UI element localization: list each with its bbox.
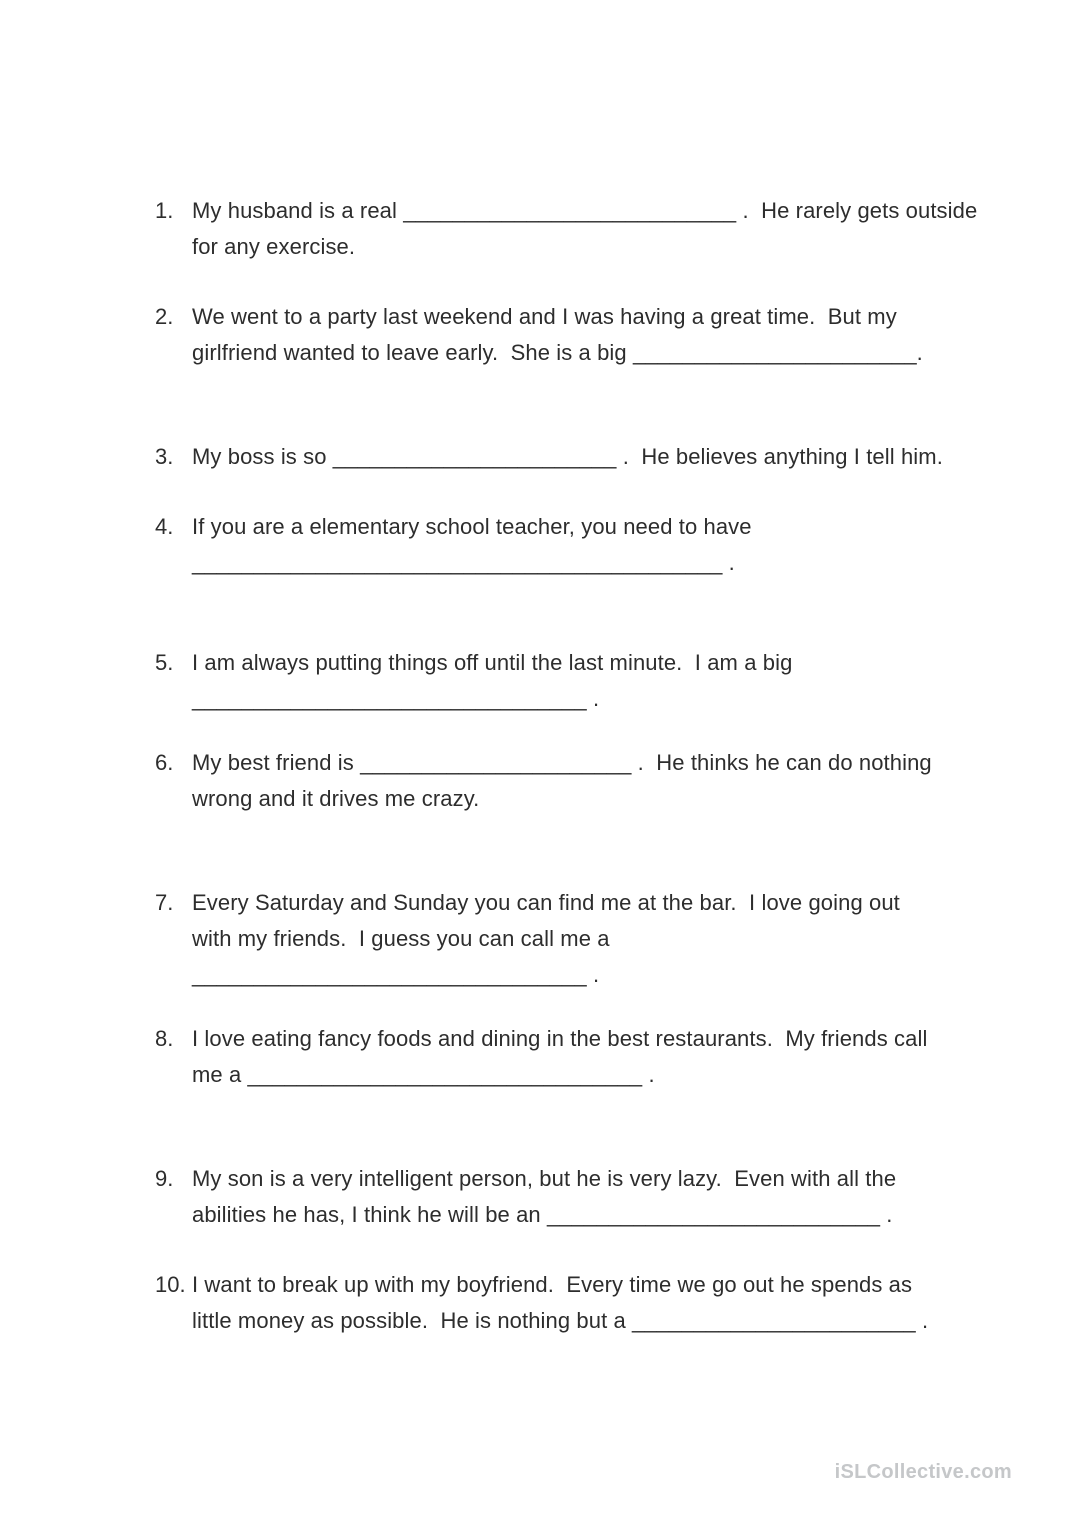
question-line: I love eating fancy foods and dining in the best restaurants. My friends call — [192, 1026, 928, 1051]
question-item — [155, 439, 1074, 475]
question-line: me a ________________________________ . — [192, 1062, 655, 1087]
question-text — [192, 509, 992, 581]
question-line: ________________________________ . — [192, 686, 600, 711]
question-item — [155, 299, 1074, 371]
question-item — [155, 745, 1074, 817]
question-item — [155, 1267, 1074, 1339]
question-line: Every Saturday and Sunday you can find me at the bar. I love going out — [192, 890, 900, 915]
question-text — [192, 299, 992, 371]
question-text — [192, 645, 992, 717]
question-number: 5. — [155, 650, 174, 675]
question-line: little money as possible. He is nothing but a _______________________ . — [192, 1308, 929, 1333]
islcollective-watermark: iSLCollective.com — [834, 1461, 1012, 1483]
question-text — [192, 745, 992, 817]
question-line: wrong and it drives me crazy. — [192, 786, 480, 811]
question-line: ________________________________ . — [192, 962, 600, 987]
question-line: My best friend is ______________________ . He thinks he can do nothing — [192, 750, 932, 775]
question-text — [192, 1267, 992, 1339]
question-text — [192, 1021, 992, 1093]
question-text — [192, 1161, 992, 1233]
question-number: 6. — [155, 750, 174, 775]
question-line: My boss is so _______________________ . He believes anything I tell him. — [192, 444, 943, 469]
question-number: 3. — [155, 444, 174, 469]
question-line: ___________________________________________ . — [192, 550, 735, 575]
question-item — [155, 885, 1074, 993]
question-text — [192, 439, 992, 475]
question-line: abilities he has, I think he will be an ___________________________ . — [192, 1202, 893, 1227]
question-line: for any exercise. — [192, 234, 356, 259]
question-number: 7. — [155, 890, 174, 915]
question-line: If you are a elementary school teacher, you need to have — [192, 514, 752, 539]
question-number: 2. — [155, 304, 174, 329]
question-line: with my friends. I guess you can call me a — [192, 926, 610, 951]
question-line: My son is a very intelligent person, but he is very lazy. Even with all the — [192, 1166, 897, 1191]
question-number: 8. — [155, 1026, 174, 1051]
question-item — [155, 1161, 1074, 1233]
question-line: I am always putting things off until the last minute. I am a big — [192, 650, 793, 675]
question-item — [155, 645, 1074, 717]
question-line: I want to break up with my boyfriend. Every time we go out he spends as — [192, 1272, 913, 1297]
question-number: 4. — [155, 514, 174, 539]
question-line: We went to a party last weekend and I was having a great time. But my — [192, 304, 897, 329]
question-text — [192, 885, 992, 993]
question-text — [192, 193, 992, 265]
question-item — [155, 509, 1074, 581]
question-item — [155, 193, 1074, 265]
question-number: 9. — [155, 1166, 174, 1191]
question-line: girlfriend wanted to leave early. She is a big _______________________. — [192, 340, 923, 365]
question-line: My husband is a real ___________________________ . He rarely gets outside — [192, 198, 978, 223]
question-item — [155, 1021, 1074, 1093]
question-number: 10. — [155, 1272, 186, 1297]
question-number: 1. — [155, 198, 174, 223]
question-list — [0, 193, 1074, 1339]
